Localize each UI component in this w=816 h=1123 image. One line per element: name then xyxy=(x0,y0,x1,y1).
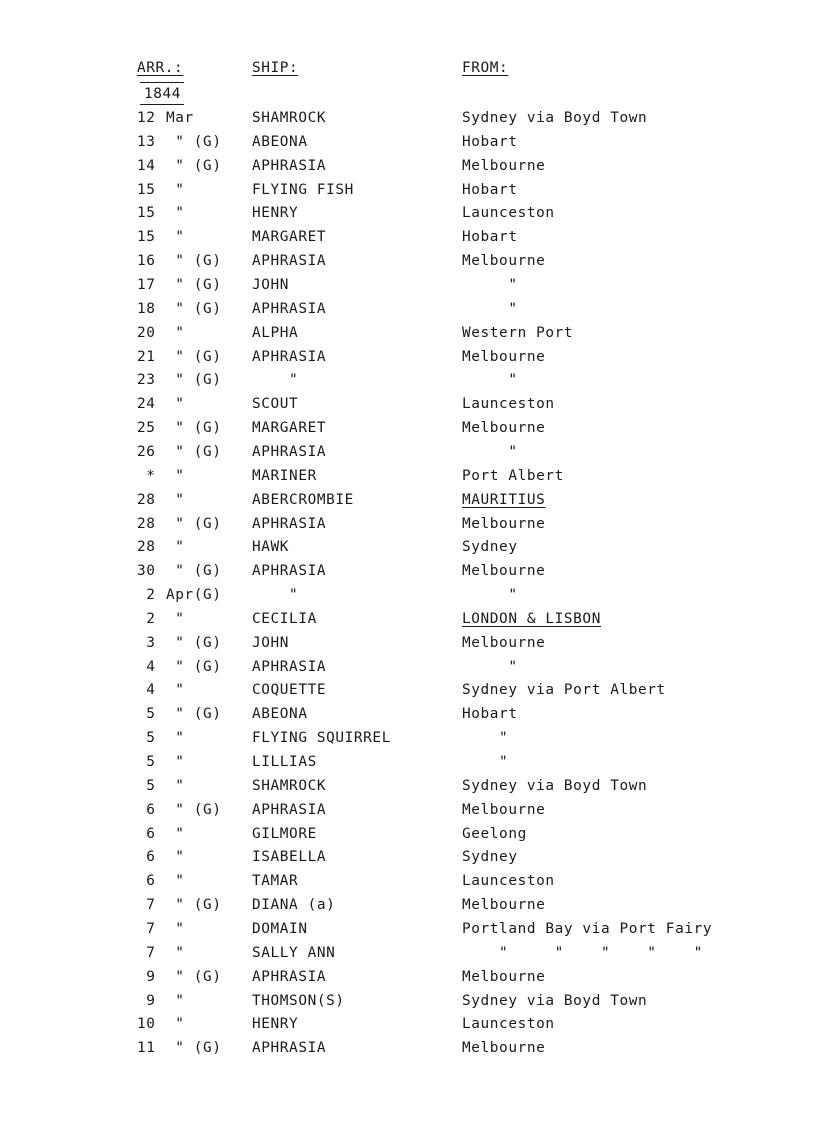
origin-port: " xyxy=(462,300,518,317)
arrival-day: 9 xyxy=(137,968,156,985)
arrival-month-note: " (G) xyxy=(166,277,222,293)
arrival-row xyxy=(0,132,816,152)
arrival-day: 16 xyxy=(137,253,156,270)
arrival-row xyxy=(0,680,816,700)
arrival-month-note: " xyxy=(166,396,185,413)
arrival-month-note: " (G) xyxy=(166,253,222,270)
ship-name: SHAMROCK xyxy=(252,777,327,794)
arrival-row xyxy=(0,275,816,295)
ship-name: TAMAR xyxy=(252,873,299,890)
origin-port: Launceston xyxy=(462,1016,555,1033)
arrival-month-note: " xyxy=(166,730,185,747)
arrival-day: 2 xyxy=(137,610,156,627)
ship-name: ISABELLA xyxy=(252,849,327,866)
arrival-month-note: " (G) xyxy=(166,300,222,317)
origin-port: Geelong xyxy=(462,825,527,842)
ship-name: HENRY xyxy=(252,1016,299,1033)
arrival-month-note: " xyxy=(166,324,185,341)
arrival-month-note: " xyxy=(166,467,185,484)
arrival-day: 28 xyxy=(137,539,156,556)
arrival-row xyxy=(0,561,816,581)
origin-port: Launceston xyxy=(462,396,555,413)
arrival-row xyxy=(0,347,816,367)
ship-name: JOHN xyxy=(252,277,290,293)
arrival-month-note: " (G) xyxy=(166,968,222,985)
arrival-row xyxy=(0,490,816,510)
arrival-month-note: " xyxy=(166,1016,185,1033)
ship-name: APHRASIA xyxy=(252,443,327,460)
ship-name: APHRASIA xyxy=(252,515,327,532)
arrival-day: 3 xyxy=(137,634,156,651)
arrival-row xyxy=(0,847,816,867)
arrival-row xyxy=(0,967,816,987)
origin-port: Sydney xyxy=(462,849,518,866)
origin-port: Melbourne xyxy=(462,897,546,914)
origin-port: Melbourne xyxy=(462,801,546,818)
arrival-day: 6 xyxy=(137,825,156,842)
arrival-month-note: " (G) xyxy=(166,515,222,532)
arrival-month-note: " (G) xyxy=(166,801,222,818)
arrival-month-note: " xyxy=(166,205,185,222)
origin-port: Hobart xyxy=(462,133,518,150)
arrival-day: 23 xyxy=(137,372,156,389)
ship-name: APHRASIA xyxy=(252,300,327,317)
arrival-row xyxy=(0,800,816,820)
year-rule-top xyxy=(140,82,184,83)
ship-name: APHRASIA xyxy=(252,1040,327,1057)
arrival-row xyxy=(0,514,816,534)
arrival-row xyxy=(0,895,816,915)
arrival-day: 14 xyxy=(137,157,156,174)
arrival-row xyxy=(0,657,816,677)
arrival-row xyxy=(0,919,816,939)
origin-port: Sydney via Boyd Town xyxy=(462,992,648,1009)
arrival-row xyxy=(0,728,816,748)
ship-name: LILLIAS xyxy=(252,754,317,770)
origin-port: Launceston xyxy=(462,205,555,222)
arrival-month-note: " xyxy=(166,873,185,890)
ship-name: SHAMROCK xyxy=(252,110,327,126)
arrival-row xyxy=(0,824,816,844)
ship-name: FLYING SQUIRREL xyxy=(252,730,391,747)
arrival-row xyxy=(0,227,816,247)
origin-port: " xyxy=(462,277,518,293)
origin-port: Melbourne xyxy=(462,348,546,365)
origin-port: Melbourne xyxy=(462,634,546,651)
ship-name: APHRASIA xyxy=(252,348,327,365)
year-label: 1844 xyxy=(144,86,182,102)
header-from: FROM: xyxy=(462,60,509,76)
ship-name: THOMSON(S) xyxy=(252,992,345,1009)
ship-name: FLYING FISH xyxy=(252,181,354,198)
arrival-day: 10 xyxy=(137,1016,156,1033)
arrival-month-note: " xyxy=(166,825,185,842)
arrival-row xyxy=(0,1014,816,1034)
arrival-day: 15 xyxy=(137,205,156,222)
arrival-month-note: " (G) xyxy=(166,897,222,914)
origin-port: " xyxy=(462,587,518,603)
arrival-month-note: " xyxy=(166,181,185,198)
arrival-row xyxy=(0,1038,816,1058)
arrival-row xyxy=(0,991,816,1011)
arrival-row xyxy=(0,180,816,200)
ship-name: ALPHA xyxy=(252,324,299,341)
arrival-row xyxy=(0,442,816,462)
arrival-day: * xyxy=(137,467,156,484)
ship-name: COQUETTE xyxy=(252,682,327,699)
origin-port: Hobart xyxy=(462,706,518,723)
arrival-month-note: " xyxy=(166,229,185,246)
arrival-day: 2 xyxy=(137,587,156,603)
ship-name: APHRASIA xyxy=(252,968,327,985)
origin-port: Sydney via Boyd Town xyxy=(462,110,648,126)
ship-name: " xyxy=(252,372,299,389)
arrival-row xyxy=(0,394,816,414)
origin-port: Hobart xyxy=(462,229,518,246)
arrival-day: 6 xyxy=(137,873,156,890)
origin-port: Melbourne xyxy=(462,968,546,985)
arrival-day: 21 xyxy=(137,348,156,365)
origin-port: Melbourne xyxy=(462,515,546,532)
arrival-month-note: " (G) xyxy=(166,348,222,365)
ship-name: HAWK xyxy=(252,539,290,556)
arrival-day: 18 xyxy=(137,300,156,317)
arrival-row xyxy=(0,752,816,772)
arrival-row xyxy=(0,776,816,796)
origin-port: " xyxy=(462,372,518,389)
arrival-day: 5 xyxy=(137,706,156,723)
origin-port: Port Albert xyxy=(462,467,564,484)
arrival-row xyxy=(0,537,816,557)
arrival-month-note: " xyxy=(166,992,185,1009)
arrival-day: 7 xyxy=(137,920,156,937)
arrival-day: 30 xyxy=(137,563,156,580)
arrival-row xyxy=(0,466,816,486)
arrival-day: 6 xyxy=(137,849,156,866)
arrival-row xyxy=(0,585,816,605)
arrival-day: 24 xyxy=(137,396,156,413)
ship-name: ABEONA xyxy=(252,133,308,150)
origin-port: " " " " " xyxy=(462,944,703,961)
origin-port: Portland Bay via Port Fairy xyxy=(462,920,713,937)
origin-port: LONDON & LISBON xyxy=(462,610,601,627)
arrival-month-note: " xyxy=(166,539,185,556)
arrival-month-note: " xyxy=(166,610,185,627)
arrival-month-note: " xyxy=(166,777,185,794)
arrival-day: 17 xyxy=(137,277,156,293)
arrival-day: 25 xyxy=(137,420,156,437)
origin-port: Sydney via Boyd Town xyxy=(462,777,648,794)
arrival-row xyxy=(0,704,816,724)
ship-name: SALLY ANN xyxy=(252,944,336,961)
arrival-month-note: " xyxy=(166,920,185,937)
ship-name: HENRY xyxy=(252,205,299,222)
arrival-row xyxy=(0,299,816,319)
arrival-day: 12 xyxy=(137,110,156,126)
ship-name: APHRASIA xyxy=(252,157,327,174)
arrival-day: 15 xyxy=(137,181,156,198)
ship-name: GILMORE xyxy=(252,825,317,842)
ship-name: DIANA (a) xyxy=(252,897,336,914)
arrival-row xyxy=(0,370,816,390)
ship-name: MARGARET xyxy=(252,420,327,437)
origin-port: " xyxy=(462,443,518,460)
arrival-month-note: " xyxy=(166,754,185,770)
arrival-month-note: Mar xyxy=(166,110,194,126)
origin-port: " xyxy=(462,658,518,675)
origin-port: Hobart xyxy=(462,181,518,198)
arrival-day: 15 xyxy=(137,229,156,246)
arrival-month-note: " xyxy=(166,849,185,866)
arrival-month-note: " (G) xyxy=(166,706,222,723)
arrival-day: 13 xyxy=(137,133,156,150)
origin-port: Melbourne xyxy=(462,1040,546,1057)
ship-name: MARGARET xyxy=(252,229,327,246)
arrival-month-note: " (G) xyxy=(166,1040,222,1057)
arrival-day: 4 xyxy=(137,682,156,699)
ship-name: APHRASIA xyxy=(252,253,327,270)
origin-port: MAURITIUS xyxy=(462,491,546,508)
arrival-month-note: " (G) xyxy=(166,420,222,437)
arrival-row xyxy=(0,251,816,271)
arrival-month-note: " (G) xyxy=(166,157,222,174)
arrival-month-note: " (G) xyxy=(166,634,222,651)
arrival-day: 11 xyxy=(137,1040,156,1057)
origin-port: Melbourne xyxy=(462,420,546,437)
arrival-day: 5 xyxy=(137,754,156,770)
arrival-row xyxy=(0,156,816,176)
year-rule-bottom xyxy=(140,104,184,105)
ship-name: APHRASIA xyxy=(252,658,327,675)
arrival-month-note: " (G) xyxy=(166,658,222,675)
arrival-day: 9 xyxy=(137,992,156,1009)
arrival-day: 6 xyxy=(137,801,156,818)
origin-port: Melbourne xyxy=(462,253,546,270)
ship-name: CECILIA xyxy=(252,610,317,627)
arrival-row xyxy=(0,108,816,128)
origin-port: Melbourne xyxy=(462,157,546,174)
arrival-day: 4 xyxy=(137,658,156,675)
origin-port: Sydney via Port Albert xyxy=(462,682,666,699)
arrival-month-note: " (G) xyxy=(166,133,222,150)
origin-port: Melbourne xyxy=(462,563,546,580)
arrival-row xyxy=(0,609,816,629)
ship-name: APHRASIA xyxy=(252,563,327,580)
arrival-month-note: " xyxy=(166,491,185,508)
arrival-day: 28 xyxy=(137,515,156,532)
origin-port: " xyxy=(462,730,509,747)
arrival-month-note: " xyxy=(166,944,185,961)
ship-name: ABERCROMBIE xyxy=(252,491,354,508)
arrival-row xyxy=(0,323,816,343)
arrival-month-note: " (G) xyxy=(166,563,222,580)
ship-name: JOHN xyxy=(252,634,290,651)
arrival-day: 5 xyxy=(137,730,156,747)
arrival-day: 7 xyxy=(137,944,156,961)
arrival-day: 5 xyxy=(137,777,156,794)
arrival-day: 20 xyxy=(137,324,156,341)
arrival-month-note: " xyxy=(166,682,185,699)
arrival-row xyxy=(0,871,816,891)
origin-port: Western Port xyxy=(462,324,574,341)
arrival-month-note: Apr(G) xyxy=(166,587,222,603)
arrival-row xyxy=(0,418,816,438)
ship-name: ABEONA xyxy=(252,706,308,723)
arrival-row xyxy=(0,943,816,963)
ship-name: APHRASIA xyxy=(252,801,327,818)
ship-name: MARINER xyxy=(252,467,317,484)
arrival-month-note: " (G) xyxy=(166,443,222,460)
arrival-day: 26 xyxy=(137,443,156,460)
arrival-month-note: " (G) xyxy=(166,372,222,389)
arrival-row xyxy=(0,203,816,223)
ship-name: " xyxy=(252,587,299,603)
origin-port: " xyxy=(462,754,509,770)
arrival-row xyxy=(0,633,816,653)
header-ship: SHIP: xyxy=(252,60,299,76)
ship-name: SCOUT xyxy=(252,396,299,413)
origin-port: Sydney xyxy=(462,539,518,556)
ship-name: DOMAIN xyxy=(252,920,308,937)
arrival-day: 7 xyxy=(137,897,156,914)
arrival-day: 28 xyxy=(137,491,156,508)
header-arrival: ARR.: xyxy=(137,60,184,76)
origin-port: Launceston xyxy=(462,873,555,890)
